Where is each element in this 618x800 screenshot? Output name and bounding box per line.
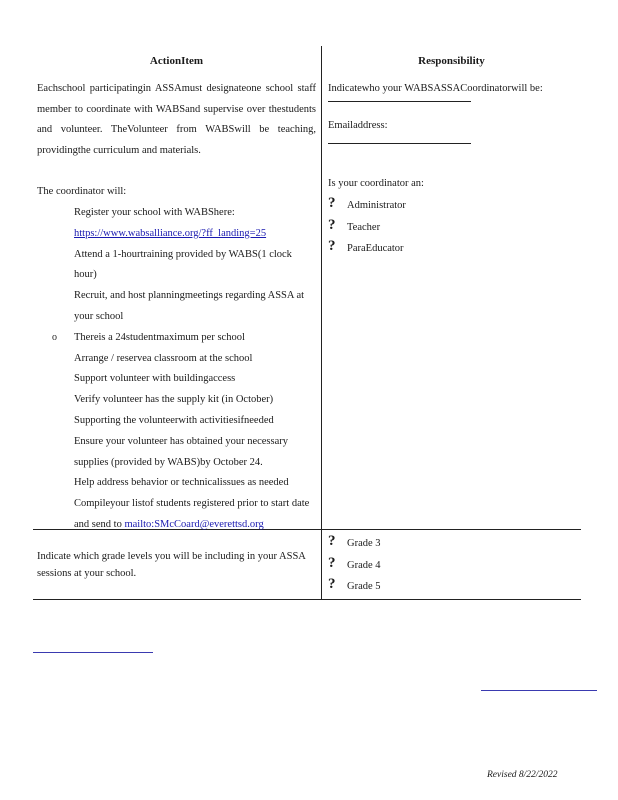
footnote-divider (33, 652, 153, 653)
table-row-grades (33, 530, 581, 600)
role-label: Administrator (347, 200, 406, 211)
grade-option-3[interactable] (328, 533, 575, 555)
task-text: Ensure your volunteer has obtained your necessary supplies (provided by WABS)by October 24. (74, 435, 289, 468)
task-text: Support volunteer with buildingaccess (74, 373, 236, 385)
task-text: Supporting the volunteerwith activitiesifneeded (74, 414, 274, 426)
responsibility-column (322, 46, 581, 529)
role-label: Teacher (347, 221, 381, 233)
checkbox-icon[interactable]: ? (328, 216, 336, 233)
registration-link[interactable]: https://www.wabsalliance.org/?ff_landing=25 (74, 227, 267, 239)
checkbox-icon[interactable]: ? (328, 195, 336, 211)
email-link[interactable]: mailto:SMcCoard@everettsd.org (124, 518, 264, 530)
list-item (37, 245, 316, 287)
task-text: Arrange / reservea classroom at the school (74, 352, 253, 364)
revised-date: Revised 8/22/2022 (487, 770, 558, 780)
action-item-column (33, 46, 322, 529)
email-label: Emailaddress: (328, 120, 388, 131)
role-question: Is your coordinator an: (328, 178, 424, 189)
task-text: Help address behavior or technicalissues as needed (74, 477, 289, 489)
grade-label: Grade 5 (347, 581, 381, 592)
list-item (37, 390, 316, 411)
header-responsibility: Responsibility (418, 55, 485, 67)
task-text: Verify volunteer has the supply kit (in October) (74, 394, 274, 406)
checkbox-icon[interactable]: ? (328, 554, 336, 571)
grade-options-cell (322, 530, 581, 599)
task-list (37, 203, 316, 536)
grade-label: Grade 4 (347, 559, 381, 571)
checkbox-icon[interactable]: ? (328, 533, 336, 549)
email-field[interactable] (328, 143, 471, 144)
checkbox-icon[interactable]: ? (328, 238, 336, 254)
list-item (37, 349, 316, 370)
role-option-paraeducator[interactable] (328, 238, 575, 260)
task-text: Attend a 1-hourtraining provided by WABS(1 clock hour) (74, 248, 292, 281)
role-option-teacher[interactable] (328, 217, 575, 239)
circle-bullet-icon: o (52, 331, 57, 343)
list-item (37, 286, 316, 328)
table-row-main (33, 46, 581, 530)
task-text: Recruit, and host planningmeetings regarding ASSA at your school (74, 290, 305, 322)
list-item (37, 203, 316, 245)
grade-option-4[interactable] (328, 555, 575, 577)
role-label: ParaEducator (347, 243, 404, 254)
list-item (37, 411, 316, 432)
coordinator-intro: The coordinator will: (37, 186, 127, 197)
grade-label: Grade 3 (347, 538, 381, 549)
header-action-item: ActionItem (149, 55, 204, 67)
checkbox-icon[interactable]: ? (328, 576, 336, 592)
grade-prompt: Indicate which grade levels you will be including in your ASSA sessions at your school. (37, 550, 306, 579)
list-item (37, 369, 316, 390)
subtask-text: Thereis a 24studentmaximum per school (74, 331, 245, 343)
signature-line (481, 690, 597, 691)
task-text: Register your school with WABShere: (74, 207, 235, 218)
grade-option-5[interactable] (328, 576, 575, 598)
list-item (37, 473, 316, 494)
responsibility-table (33, 46, 581, 600)
role-option-administrator[interactable] (328, 195, 575, 217)
list-item (37, 432, 316, 474)
coordinator-label: Indicatewho your WABSASSACoordinatorwill be: (328, 83, 543, 94)
task-text: Compileyour listof students registered prior to start date and send to (74, 498, 310, 530)
coordinator-name-field[interactable] (328, 101, 471, 102)
sub-list-item (37, 328, 316, 349)
grade-prompt-cell (33, 530, 322, 599)
intro-paragraph: Eachschool participatingin ASSAmust designateone school staff member to coordinate with WABSand supervise over thestudents and volunteer. TheVolunteer from WABSwill be teaching, providingthe curriculum and materials. (37, 83, 316, 156)
